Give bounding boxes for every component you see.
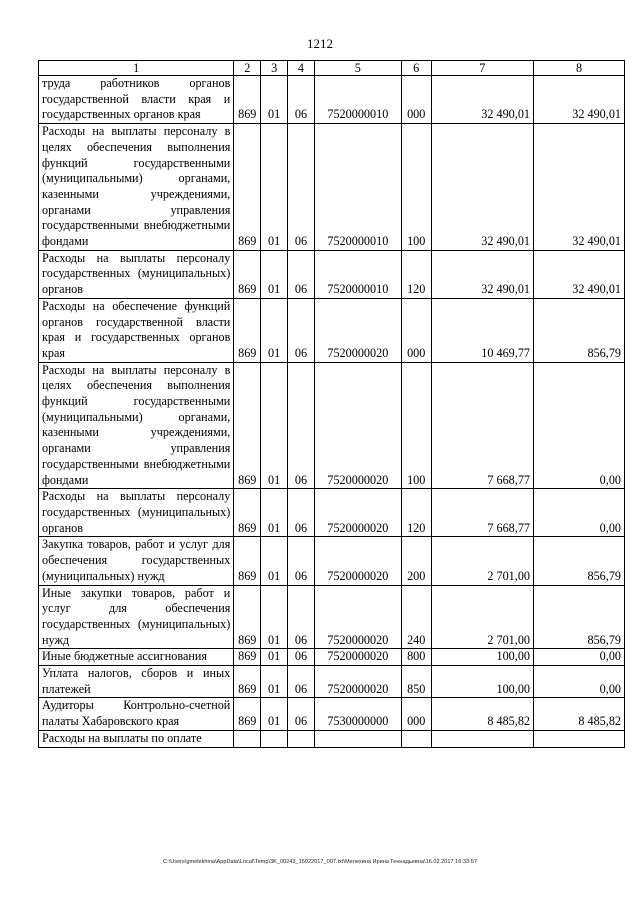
target-code [314, 730, 401, 747]
section-code: 01 [261, 250, 288, 298]
amount-col7: 100,00 [431, 666, 533, 698]
subsection-code: 06 [288, 666, 315, 698]
expense-type-code: 850 [401, 666, 431, 698]
target-code: 7530000000 [314, 698, 401, 730]
table-row [39, 489, 625, 537]
subsection-code: 06 [288, 585, 315, 649]
column-header: 3 [261, 61, 288, 76]
amount-col8: 0,00 [534, 489, 625, 537]
target-code: 7520000010 [314, 250, 401, 298]
admin-code: 869 [234, 649, 261, 666]
row-name: Аудиторы Контрольно-счетной палаты Хабаровского края [39, 698, 234, 730]
amount-col8: 856,79 [534, 585, 625, 649]
column-header: 5 [314, 61, 401, 76]
admin-code: 869 [234, 666, 261, 698]
section-code: 01 [261, 489, 288, 537]
target-code: 7520000020 [314, 362, 401, 489]
admin-code: 869 [234, 250, 261, 298]
page-number: 1212 [307, 36, 333, 51]
amount-col7 [431, 730, 533, 747]
row-name: Расходы на выплаты персоналу в целях обеспечения выполнения функций государственными (муниципальными) органами, казенными учреждениями, органами управления государственными внебюджетными фондами [39, 124, 234, 251]
row-name: Иные закупки товаров, работ и услуг для обеспечения государственных (муниципальных) нужд [39, 585, 234, 649]
column-header: 8 [534, 61, 625, 76]
expense-type-code: 000 [401, 298, 431, 362]
admin-code: 869 [234, 489, 261, 537]
section-code: 01 [261, 537, 288, 585]
expense-type-code: 800 [401, 649, 431, 666]
target-code: 7520000020 [314, 298, 401, 362]
header-row [39, 61, 625, 76]
subsection-code: 06 [288, 698, 315, 730]
row-name: Расходы на выплаты персоналу государственных (муниципальных) органов [39, 250, 234, 298]
table-row [39, 666, 625, 698]
target-code: 7520000020 [314, 537, 401, 585]
expense-type-code: 100 [401, 362, 431, 489]
section-code [261, 730, 288, 747]
expense-type-code: 200 [401, 537, 431, 585]
expense-type-code: 120 [401, 250, 431, 298]
table-row [39, 124, 625, 251]
row-name: Расходы на выплаты персоналу в целях обеспечения выполнения функций государственными (муниципальными) органами, казенными учреждениями, органами управления государственными внебюджетными фондами [39, 362, 234, 489]
subsection-code [288, 730, 315, 747]
subsection-code: 06 [288, 298, 315, 362]
target-code: 7520000010 [314, 124, 401, 251]
admin-code: 869 [234, 698, 261, 730]
table-row [39, 250, 625, 298]
table-row [39, 362, 625, 489]
row-name: Иные бюджетные ассигнования [39, 649, 234, 666]
admin-code [234, 730, 261, 747]
budget-table [38, 60, 625, 748]
amount-col8: 0,00 [534, 362, 625, 489]
column-header: 7 [431, 61, 533, 76]
amount-col7: 8 485,82 [431, 698, 533, 730]
section-code: 01 [261, 666, 288, 698]
expense-type-code: 100 [401, 124, 431, 251]
target-code: 7520000020 [314, 585, 401, 649]
section-code: 01 [261, 76, 288, 124]
file-path-footer: C:\Users\gmelekhina\AppData\Local\Temp\3K_00243_15022017_007.txt\Мелехина Ирина Геннадьевна\16.02.2017 16:33:57 [163, 859, 477, 865]
table-row [39, 537, 625, 585]
admin-code: 869 [234, 537, 261, 585]
section-code: 01 [261, 362, 288, 489]
row-name: Расходы на выплаты по оплате [39, 730, 234, 747]
section-code: 01 [261, 298, 288, 362]
section-code: 01 [261, 124, 288, 251]
amount-col8: 32 490,01 [534, 76, 625, 124]
target-code: 7520000020 [314, 666, 401, 698]
subsection-code: 06 [288, 649, 315, 666]
row-name: Закупка товаров, работ и услуг для обеспечения государственных (муниципальных) нужд [39, 537, 234, 585]
column-header: 6 [401, 61, 431, 76]
target-code: 7520000010 [314, 76, 401, 124]
row-name: Расходы на выплаты персоналу государственных (муниципальных) органов [39, 489, 234, 537]
subsection-code: 06 [288, 489, 315, 537]
admin-code: 869 [234, 76, 261, 124]
row-name: Расходы на обеспечение функций органов государственной власти края и государственных органов края [39, 298, 234, 362]
admin-code: 869 [234, 362, 261, 489]
target-code: 7520000020 [314, 649, 401, 666]
row-name: труда работников органов государственной власти края и государственных органов края [39, 76, 234, 124]
amount-col8: 0,00 [534, 666, 625, 698]
subsection-code: 06 [288, 124, 315, 251]
table-row [39, 649, 625, 666]
amount-col7: 32 490,01 [431, 250, 533, 298]
amount-col7: 7 668,77 [431, 362, 533, 489]
section-code: 01 [261, 585, 288, 649]
table-row [39, 76, 625, 124]
subsection-code: 06 [288, 250, 315, 298]
target-code: 7520000020 [314, 489, 401, 537]
amount-col8: 32 490,01 [534, 250, 625, 298]
amount-col8: 856,79 [534, 537, 625, 585]
amount-col7: 10 469,77 [431, 298, 533, 362]
table-row [39, 730, 625, 747]
section-code: 01 [261, 649, 288, 666]
expense-type-code: 000 [401, 76, 431, 124]
section-code: 01 [261, 698, 288, 730]
amount-col7: 2 701,00 [431, 537, 533, 585]
column-header: 2 [234, 61, 261, 76]
expense-type-code: 000 [401, 698, 431, 730]
amount-col7: 7 668,77 [431, 489, 533, 537]
row-name: Уплата налогов, сборов и иных платежей [39, 666, 234, 698]
admin-code: 869 [234, 298, 261, 362]
amount-col8: 8 485,82 [534, 698, 625, 730]
subsection-code: 06 [288, 76, 315, 124]
amount-col8: 32 490,01 [534, 124, 625, 251]
amount-col8: 856,79 [534, 298, 625, 362]
amount-col8: 0,00 [534, 649, 625, 666]
expense-type-code: 240 [401, 585, 431, 649]
expense-type-code [401, 730, 431, 747]
table-row [39, 585, 625, 649]
table-row [39, 298, 625, 362]
admin-code: 869 [234, 585, 261, 649]
admin-code: 869 [234, 124, 261, 251]
column-header: 4 [288, 61, 315, 76]
expense-type-code: 120 [401, 489, 431, 537]
amount-col7: 100,00 [431, 649, 533, 666]
subsection-code: 06 [288, 537, 315, 585]
amount-col7: 32 490,01 [431, 76, 533, 124]
column-header: 1 [39, 61, 234, 76]
table-row [39, 698, 625, 730]
amount-col7: 32 490,01 [431, 124, 533, 251]
amount-col7: 2 701,00 [431, 585, 533, 649]
amount-col8 [534, 730, 625, 747]
subsection-code: 06 [288, 362, 315, 489]
